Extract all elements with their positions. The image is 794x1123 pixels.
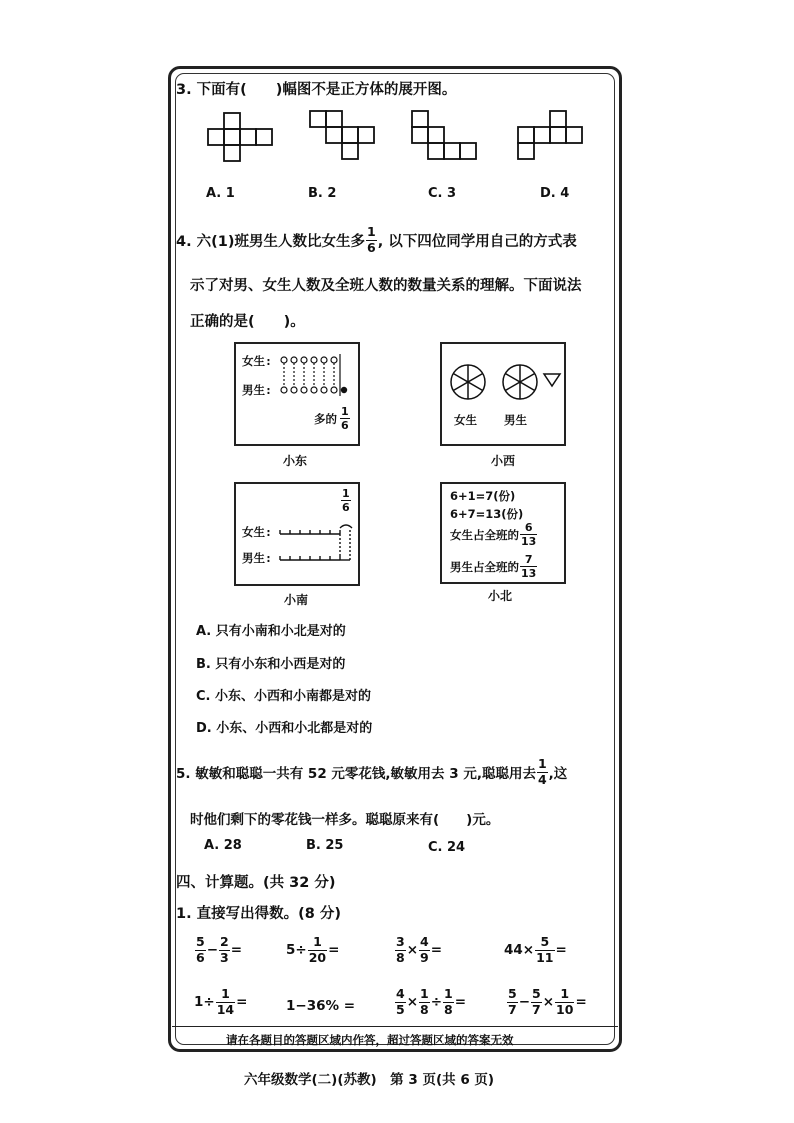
xiaodong-figure <box>234 342 360 446</box>
q4-line2: 示了对男、女生人数及全班人数的数量关系的理解。下面说法 <box>190 278 582 294</box>
cube-net-b <box>310 111 374 159</box>
q5-option-b: B. 25 <box>306 838 344 853</box>
xiaonan-caption: 小南 <box>284 593 309 607</box>
xiaobei-girls-share: 女生占全班的 $\frac{6}{13}$ <box>450 521 537 548</box>
calc-7: $\frac{4}{5}$ × $\frac{1}{8}$ ÷ $\frac{1}{8}$ = <box>396 986 467 1017</box>
q3-stem: 3. 下面有( )幅图不是正方体的展开图。 <box>176 82 457 98</box>
xiaonan-boys-label: 男生: <box>242 551 272 565</box>
q5-line1-end: ,这 <box>548 766 568 782</box>
xiaobei-line2: 6+7=13(份) <box>450 507 524 521</box>
q3-cube-nets <box>200 105 600 175</box>
calc-8: $\frac{5}{7}$ − $\frac{5}{7}$ × $\frac{1}{10}$ = <box>508 986 587 1017</box>
q3-option-d: D. 4 <box>540 186 570 201</box>
q5-line1-start: 5. 敏敏和聪聪一共有 52 元零花钱,敏敏用去 3 元,聪聪用去 <box>176 766 536 782</box>
q5-option-c: C. 24 <box>428 840 466 855</box>
xiaoxi-caption: 小西 <box>491 454 516 468</box>
xiaodong-girls-label: 女生: <box>242 354 272 368</box>
xiaodong-circles <box>280 352 360 398</box>
xiaodong-more: 多的 $\frac{1}{6}$ <box>314 405 349 432</box>
q4-option-a: A. 只有小南和小北是对的 <box>196 624 346 639</box>
xiaodong-caption: 小东 <box>283 454 308 468</box>
xiaobei-figure <box>440 482 566 584</box>
xiaobei-line1: 6+1=7(份) <box>450 489 516 503</box>
calc-1: $\frac{5}{6}$ − $\frac{2}{3}$ = <box>196 934 243 965</box>
xiaonan-figure <box>234 482 360 586</box>
cube-net-a <box>208 113 272 161</box>
xiaodong-boys-label: 男生: <box>242 383 272 397</box>
q3-option-b: B. 2 <box>308 186 337 201</box>
cube-net-d <box>518 111 582 159</box>
xiaobei-boys-share: 男生占全班的 $\frac{7}{13}$ <box>450 553 537 580</box>
q4-option-b: B. 只有小东和小西是对的 <box>196 657 346 672</box>
calc-5: 1÷ $\frac{1}{14}$ = <box>194 986 248 1017</box>
xiaonan-fraction: $\frac{1}{6}$ <box>342 487 350 514</box>
q5-line2: 时他们剩下的零花钱一样多。聪聪原来有( )元。 <box>190 812 500 828</box>
xiaoxi-pies <box>448 362 562 402</box>
q4-line1-end: , 以下四位同学用自己的方式表 <box>377 233 577 250</box>
q4-line1-start: 4. 六(1)班男生人数比女生多 <box>176 233 365 250</box>
q3-option-c: C. 3 <box>428 186 457 201</box>
calc-6: 1−36% = <box>286 998 356 1014</box>
q4-line3: 正确的是( )。 <box>190 314 305 330</box>
answer-area-note: 请在各题目的答题区域内作答，超过答题区域的答案无效 <box>226 1033 514 1047</box>
q4-option-d: D. 小东、小西和小北都是对的 <box>196 721 373 736</box>
cube-net-c <box>412 111 476 159</box>
xiaonan-segments <box>278 520 360 566</box>
q3-option-a: A. 1 <box>206 186 235 201</box>
xiaoxi-figure <box>440 342 566 446</box>
q4-fraction: $\frac{1}{6}$ <box>367 224 376 255</box>
footer-divider <box>172 1026 618 1027</box>
section4-sub1: 1. 直接写出得数。(8 分) <box>176 906 342 922</box>
calc-3: $\frac{3}{8}$ × $\frac{4}{9}$ = <box>396 934 443 965</box>
q4-option-c: C. 小东、小西和小南都是对的 <box>196 689 372 704</box>
page-footer: 六年级数学(二)(苏教) 第 3 页(共 6 页) <box>244 1072 495 1088</box>
xiaobei-caption: 小北 <box>488 589 513 603</box>
xiaonan-girls-label: 女生: <box>242 525 272 539</box>
calc-2: 5÷ $\frac{1}{20}$ = <box>286 934 340 965</box>
section4-title: 四、计算题。(共 32 分) <box>176 875 336 891</box>
q5-fraction: $\frac{1}{4}$ <box>537 756 547 787</box>
q4-line1 <box>176 226 577 254</box>
xiaoxi-boys-label: 男生 <box>504 413 527 427</box>
xiaoxi-girls-label: 女生 <box>454 413 477 427</box>
q5-line1 <box>176 758 567 786</box>
calc-4: 44× $\frac{5}{11}$ = <box>504 934 567 965</box>
q5-option-a: A. 28 <box>204 838 242 853</box>
